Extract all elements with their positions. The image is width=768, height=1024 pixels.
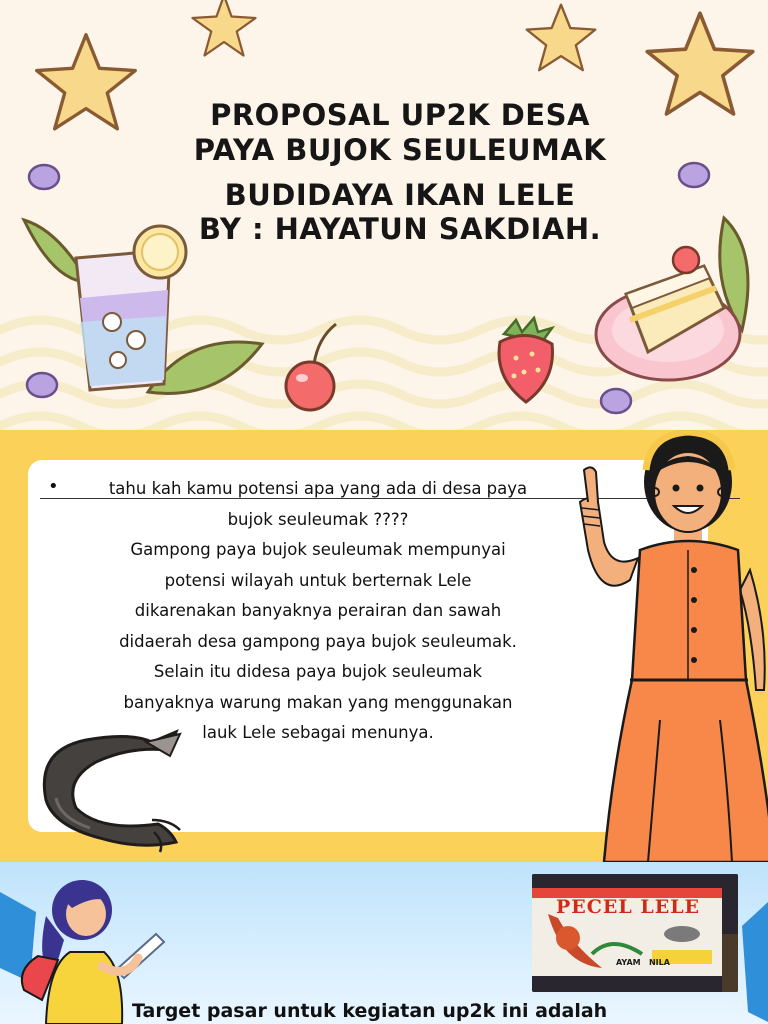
title-line-3: BUDIDAYA IKAN LELE [224, 177, 576, 212]
text-line: tahu kah kamu potensi apa yang ada di desa paya [108, 479, 528, 498]
text-line: bujok seuleumak ???? [227, 509, 409, 529]
catfish-icon [30, 720, 184, 854]
signboard-illustration [532, 874, 738, 992]
text-line: Gampong paya bujok seuleumak mempunyai [130, 540, 506, 559]
potential-text [58, 474, 578, 749]
star-icon [522, 0, 600, 78]
potential-slide [0, 430, 768, 862]
target-market-heading: Target pasar untuk kegiatan up2k ini adalah [132, 1000, 608, 1022]
title-slide [0, 0, 768, 430]
title-line-4: BY : HAYATUN SAKDIAH. [198, 212, 602, 247]
bullet-point: • [48, 476, 59, 497]
pecel-lele-photo [532, 874, 738, 992]
title-line-1: PROPOSAL UP2K DESA [210, 98, 590, 132]
cherry-icon [282, 320, 342, 416]
text-line: banyaknya warung makan yang menggunakan [123, 692, 513, 712]
text-line: potensi wilayah untuk berternak Lele [164, 570, 472, 590]
berry-icon [676, 160, 712, 190]
title-block [150, 98, 650, 247]
berry-icon [26, 162, 62, 192]
text-line: didaerah desa gampong paya bujok seuleumak. [119, 631, 517, 651]
text-line: dikarenakan banyaknya perairan dan sawah [134, 601, 502, 620]
star-icon [640, 6, 760, 126]
target-market-slide [0, 862, 768, 1024]
title-line-2: PAYA BUJOK SEULEUMAK [193, 132, 607, 167]
signboard-subtitle: AYAM NILA [616, 958, 670, 967]
text-line: Selain itu didesa paya bujok seuleumak [153, 662, 483, 681]
signboard-title: PECEL LELE [556, 896, 701, 918]
star-icon [30, 28, 142, 140]
woman-pointing-icon [560, 430, 768, 862]
strawberry-icon [486, 314, 564, 406]
text-line: lauk Lele sebagai menunya. [202, 723, 434, 742]
star-icon [186, 0, 262, 60]
